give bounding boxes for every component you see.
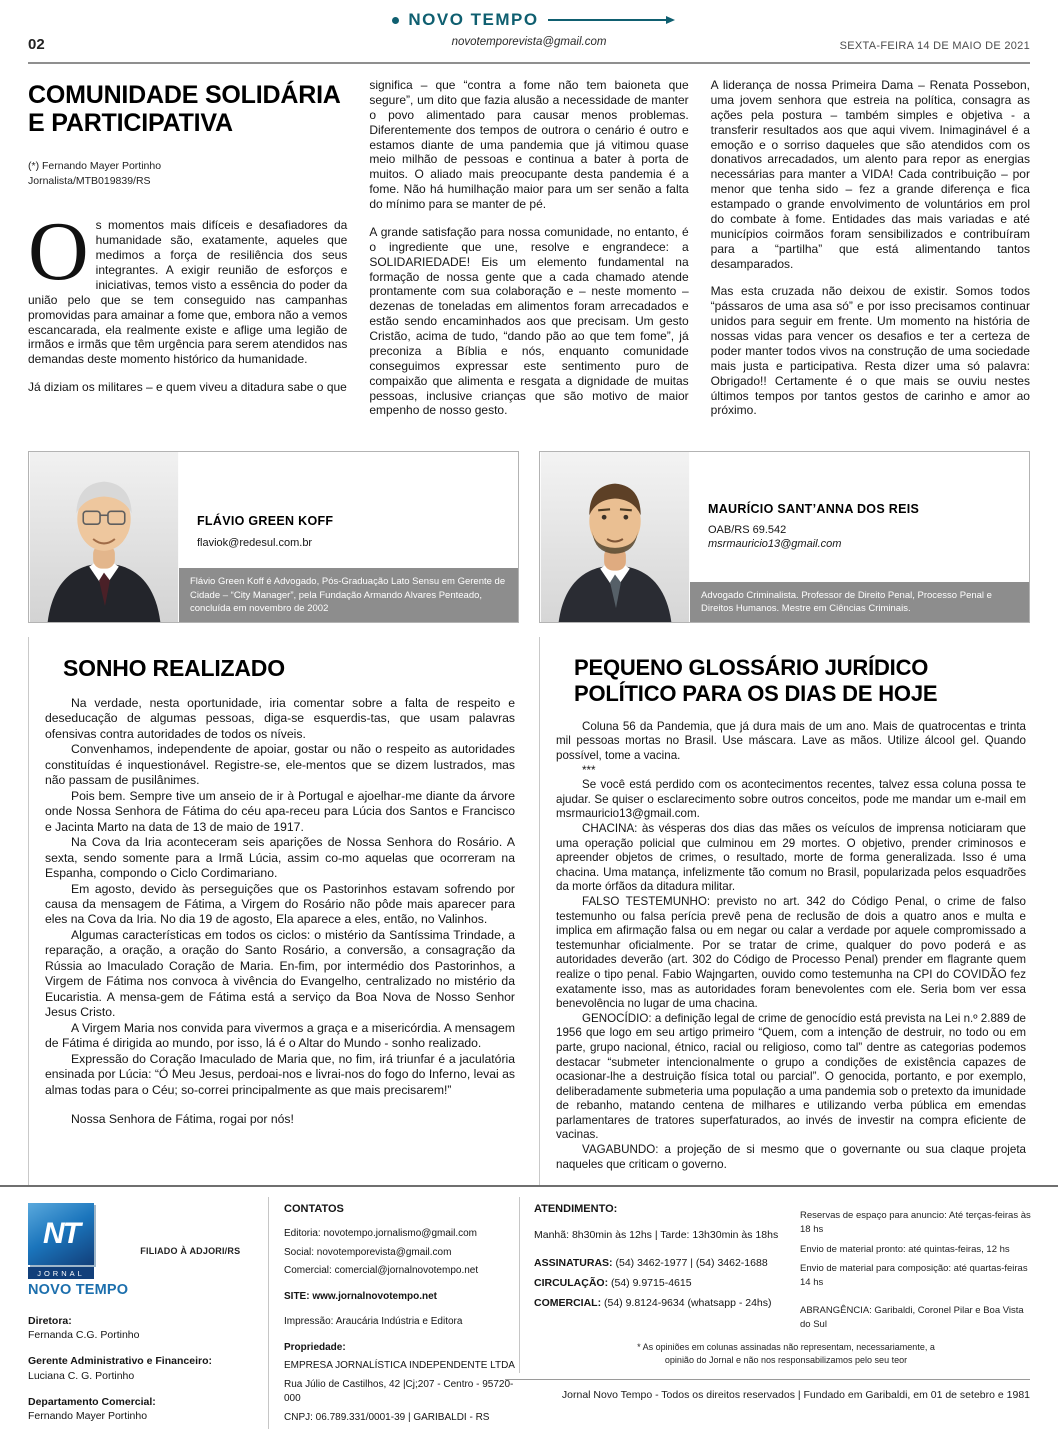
lead-article [0, 64, 1058, 431]
article-paragraph: FALSO TESTEMUNHO: previsto no art. 342 do Código Penal, o crime de falso testemunho ou falsa perícia prevê pena de reclusão de dois a quatro anos e multa e implica em afirmação falsa ou em negar ou calar a verdade por aquele compromissado a testemunhar oficialmente. Por se tratar de crime, qualquer do povo poderá e as autoridades deverão (art. 302 do Código de Processo Penal) prender em flagrante quem realize o tipo penal. Fabio Wajngarten, ouvido como testemunha na CPI do COVIDÃO fez exatamente isso, mas as autoridades foram benevolentes com ele. Seria bom ver essa benevolência no lugar de uma chacina. [556, 894, 1026, 1011]
printing-line: Impressão: Araucária Indústria e Editora [284, 1316, 463, 1327]
footer-deadlines-column [800, 1209, 1032, 1337]
ownership-line: EMPRESA JORNALÍSTICA INDEPENDENTE LTDA [284, 1360, 515, 1371]
footer-contacts-column [284, 1203, 516, 1429]
article-paragraph: Coluna 56 da Pandemia, que já dura mais de um ano. Mais de quatrocentas e trinta mil pessoas mortas no Brasil. Use máscara. Lave as mãos. Utilize álcool gel. Quando possível, tome a vacina. [556, 719, 1026, 763]
contact-line: Editoria: novotempo.jornalismo@gmail.com [284, 1228, 478, 1239]
article-paragraph: Pois bem. Sempre tive um anseio de ir à Portugal e ajoelhar-me diante da árvore onde Nossa Senhora de Fátima do céu apa-receu para Lúcia dos Santos e Francisco e Jacinta Marto na data de 13 de maio de 1917. [45, 788, 515, 834]
affiliation-label: FILIADO À ADJORI/RS [140, 1245, 241, 1256]
newspaper-logo [28, 1203, 128, 1298]
article-paragraph: Algumas características em todos os ciclos: o mistério da Santíssima Trindade, a reparação, a oração, a oração do Santo Rosário, a conversão, a consagração da Rússia ao Imaculado Coração de Maria. En-fim, por intermédio dos Pastorinhos, a Virgem de Fátima nos convoca à vivência do Evangelho, centralizado no mistério da Eucaristia. A mensa-gem de Fátima está a serviço da Boa Nova de Nosso Senhor Jesus Cristo. [45, 927, 515, 1020]
site-line [284, 1290, 516, 1305]
lead-title-line2: E PARTICIPATIVA [28, 108, 233, 137]
phone-label: CIRCULAÇÃO: [534, 1276, 609, 1289]
author-email: flaviok@redesul.com.br [197, 537, 313, 550]
deadline-line: Envio de material para composição: até quartas-feiras 14 hs [800, 1263, 1028, 1289]
site-label: SITE: [284, 1290, 310, 1302]
lead-paragraph-text: s momentos mais difíceis e desafiadores da humanidade são, exatamente, aqueles que medimos a força de resiliência dos seus integrantes. A exigir reunião de esforços e iniciativas, temos visto a essência do poder da união pelo que se tem conseguido nas campanhas promovidas para amainar a fome que, embora não a vemos escancarada, ela realmente existe e aflige uma legião de irmãos e irmãs que têm urgência para serem atendidos nas demandas deste momento histórico da humanidade. [28, 218, 348, 367]
deadline-line: Envio de material pronto: até quintas-feiras, 12 hs [800, 1243, 1010, 1255]
lead-title-line1: COMUNIDADE SOLIDÁRIA [28, 81, 341, 109]
article-paragraph: CHACINA: às vésperas dos dias das mães os veículos de imprensa noticiaram que uma operação policial que culminou em 29 mortes. O objetivo, prender criminosos e apreender objetos de crimes, o resultado, morte de forma generalizada. Isso é uma chacina. Uma matança, infelizmente tão comum no Brasil, popularizada pelos esquadrões da morte órfãos da ditadura militar. [556, 822, 1026, 894]
contact-line: Social: novotemporevista@gmail.com [284, 1246, 452, 1258]
service-title: ATENDIMENTO: [534, 1203, 618, 1215]
lead-paragraph: Já diziam os militares – e quem viveu a ditadura sabe o que [28, 380, 347, 395]
staff-list [28, 1314, 260, 1423]
lead-paragraph [28, 205, 348, 367]
article-closing-line: Nossa Senhora de Fátima, rogai por nós! [71, 1112, 294, 1127]
byline-role: Jornalista/MTB019839/RS [28, 174, 151, 187]
ownership-line: CNPJ: 06.789.331/0001-39 | GARIBALDI - RS [284, 1411, 490, 1423]
lead-title [28, 82, 347, 137]
lead-paragraph: A liderança de nossa Primeira Dama – Renata Possebon, uma jovem senhora que estreia na política, consagra as ações pela postura – também simples e objetiva - a transferir resultados aos que aqui vivem. Inimaginável é a emoção e o sorriso daqueles que são atendidos com os donativos arrecadados, um alento para repor as energias necessárias para manter a VIDA! Cada contribuição – por menor que tenha sido – fez a grande diferença e fica estampado o grande envolvimento de voluntários em prol do combate à fome. Entidades das mais variadas e até municípios coirmãos foram sensibilizados e contribuíram para a “partilha” que está alimentando tantos desamparados. [710, 78, 1030, 271]
article-paragraph: Na Cova da Iria aconteceram seis aparições de Nossa Senhora do Rosário. A sexta, sendo somente para a Irmã Lúcia, assim co-mo aquelas que ocorreram na Espanha, compondo o Ciclo Cordimariano. [45, 835, 515, 881]
masthead [28, 10, 1030, 30]
logo-monogram: NT [43, 1217, 79, 1250]
article-sonho-realizado [28, 637, 519, 1185]
author-photo-flavio [29, 452, 179, 622]
lead-paragraph: significa – que “contra a fome não tem baioneta que segure”, um dito que fazia alusão a necessidade de manter o povo alimentado para causar menos problemas. Diferentemente dos tempos de outrora o cenário é outro e estamos diante de uma pandemia que já vitimou quase meio milhão de pessoas e continua a bater à porta de muitos. O aliado mais preocupante desta pandemia é a fome. Não há humilhação maior para um ser senão a falta do mínimo para se manter de pé. [369, 78, 689, 211]
opinion-disclaimer: * As opiniões em colunas assinadas não representam, necessariamente, a opinião do Jornal e não nos responsabilizamos pelo seu teor [637, 1342, 935, 1366]
lead-column-3 [711, 78, 1030, 431]
nt-logo-icon [28, 1203, 94, 1265]
author-name: MAURÍCIO SANT’ANNA DOS REIS [708, 502, 920, 517]
masthead-email: novotemporevista@gmail.com [451, 36, 607, 48]
contacts-title: CONTATOS [284, 1203, 344, 1215]
staff-entry [28, 1395, 260, 1423]
phone-number: (54) 9.8124-9634 (whatsapp - 24hs) [604, 1297, 772, 1310]
page-footer [0, 1185, 1058, 1443]
edition-date: SEXTA-FEIRA 14 DE MAIO DE 2021 [839, 40, 1030, 52]
article-glossario-juridico [539, 637, 1030, 1185]
lead-paragraph: A grande satisfação para nossa comunidade, no entanto, é o ingrediente que une, resolve e engrandece: a SOLIDARIEDADE! Eis um elemento fundamental na formação de nossa gente que a cada chamado atende prontamente com sua colaboração e – neste momento – dezenas de toneladas em alimentos foram arrecadados e estão sendo encaminhados aos que precisam. Um gesto Cristão, acima de tudo, “dando pão ao que tem fome”, já preconiza a Bíblia e nós, enquanto comunidade conseguimos expressar este sentimento puro de compaixão que alimenta e resgata a dignidade de muitas pessoas, inclusive crianças que são motivo de maior empenho de nosso gesto. [369, 224, 689, 418]
coverage-line: ABRANGÊNCIA: Garibaldi, Coronel Pilar e Boa Vista do Sul [800, 1304, 1024, 1330]
service-hours: Manhã: 8h30min às 12hs | Tarde: 13h30min às 18hs [534, 1229, 779, 1241]
staff-role: Diretora: [28, 1315, 72, 1327]
phone-line [534, 1276, 796, 1291]
author-registration: OAB/RS 69.542 [708, 524, 787, 537]
footer-divider [519, 1197, 520, 1373]
copyright-line: Jornal Novo Tempo - Todos os direitos reservados | Fundado em Garibaldi, em 01 de setebro e 1981 [505, 1379, 1030, 1401]
masthead-title: NOVO TEMPO [408, 10, 539, 29]
phone-number: (54) 9.9715-4615 [611, 1276, 692, 1289]
author-caption: Flávio Green Koff é Advogado, Pós-Graduação Lato Sensu em Gerente de Cidade – “City Manager”, pela Fundação Armando Alvares Penteado, concluída em novembro de 2002 [179, 568, 518, 622]
staff-name: Luciana C. G. Portinho [28, 1369, 135, 1382]
site-url: www.jornalnovotempo.net [312, 1290, 437, 1302]
logo-name: NOVO TEMPO [28, 1282, 129, 1298]
author-email: msrmauricio13@gmail.com [708, 538, 842, 551]
phone-line [534, 1256, 796, 1271]
deadline-line: Reservas de espaço para anuncio: Até terças-feiras às 18 hs [800, 1210, 1031, 1235]
staff-name: Fernanda C.G. Portinho [28, 1329, 140, 1342]
byline-author: (*) Fernando Mayer Portinho [28, 160, 162, 172]
article-paragraph: Convenhamos, independente de apoiar, gostar ou não o respeito as autoridades constituídas é inquestionável. Registre-se, ele-mentos que se dizem lustrados, mas não passam de pusilânimes. [45, 742, 515, 788]
author-bio-row [0, 431, 1058, 623]
article-row [0, 623, 1058, 1185]
page-number: 02 [28, 36, 45, 53]
ownership-label: Propriedade: [284, 1341, 346, 1353]
contact-line: Comercial: comercial@jornalnovotempo.net [284, 1265, 479, 1276]
footer-brand-column [28, 1203, 260, 1435]
article-paragraph: GENOCÍDIO: a definição legal de crime de genocídio está prevista na Lei n.º 2.889 de 1956 que logo em seu artigo primeiro “Quem, com a intenção de destruir, no todo ou em parte, grupo nacional, étnico, racial ou religioso, como tal” dentre as categorias podemos destacar “submeter intencionalmente o grupo a condições de existência capazes de ocasionar-lhe a destruição física total ou parcial”. O genocida, portanto, e por exemplo, deliberadamente submeteria uma população a uma pandemia sob o pretexto da imunidade de rebanho, matando centena de milhares e utilizando verba pública em emendas parlamentares de tratores superfaturados, ao invés de investir na compra eficiente de vacinas. [556, 1011, 1026, 1142]
staff-entry [28, 1354, 260, 1382]
lead-byline [28, 159, 347, 188]
header-info-row [28, 36, 1030, 53]
staff-role: Departamento Comercial: [28, 1395, 156, 1408]
portrait-illustration [29, 452, 179, 622]
article-title [574, 655, 1026, 706]
article-title-line1: PEQUENO GLOSSÁRIO JURÍDICO [574, 655, 929, 681]
lead-paragraph: Mas esta cruzada não deixou de existir. Somos todos “pássaros de uma asa só” e por isso precisamos continuar unidos para seguir em frente. Um momento na história de nossas vidas para vencer os desafios e ter a certeza de poder manter todos vivos na construção de uma sociedade mais justa e participativa. Resta dizer uma só palavra: Obrigado!! Certamente é o que mais se ouviu nestes últimos tempos por tantos gestos de carinho e amor ao próximo. [710, 284, 1030, 418]
dropcap-letter: O [28, 205, 89, 299]
ownership-line: Rua Júlio de Castilhos, 42 |Cj;207 - Centro - 95720-000 [284, 1378, 514, 1404]
staff-entry [28, 1314, 260, 1342]
staff-name: Fernando Mayer Portinho [28, 1409, 148, 1422]
arrow-rule-icon [548, 19, 666, 21]
logo-row [28, 1203, 260, 1298]
phone-line [534, 1296, 796, 1311]
phone-label: COMERCIAL: [534, 1297, 602, 1310]
lead-column-2 [369, 78, 688, 431]
footer-service-column [534, 1203, 796, 1316]
lead-column-1 [28, 78, 347, 431]
article-paragraph: VAGABUNDO: a projeção de si mesmo que o governante ou sua claque projeta naqueles que criticam o governo. [556, 1143, 1026, 1171]
footer-divider [268, 1197, 269, 1429]
article-title-line2: POLÍTICO PARA OS DIAS DE HOJE [574, 680, 938, 706]
article-paragraph: *** [582, 763, 596, 777]
phone-number: (54) 3462-1977 | (54) 3462-1688 [615, 1256, 768, 1269]
author-bio-flavio [28, 451, 519, 623]
article-paragraph: Expressão do Coração Imaculado de Maria que, no fim, irá triunfar é a jaculatória ensinada por Lúcia: “Ó Meu Jesus, perdoai-nos e livrai-nos do fogo do Inferno, levai as almas todas para o Céu; so-correi principalmente as que mais precisarem!” [45, 1051, 515, 1097]
article-paragraph: Na verdade, nesta oportunidade, iria comentar sobre a falta de respeito e deseducação de algumas pessoas, diga-se esquerdis-tas, que usam palavras ofensivas contra autoridades de todos os níveis. [45, 695, 515, 741]
author-caption: Advogado Criminalista. Professor de Direito Penal, Processo Penal e Direitos Humanos. Mestre em Ciências Criminais. [690, 582, 1029, 623]
author-info-flavio [197, 452, 518, 549]
author-photo-mauricio [540, 452, 690, 622]
phone-label: ASSINATURAS: [534, 1256, 613, 1269]
logo-jornal-label: JORNAL [28, 1267, 94, 1279]
author-info-mauricio [708, 452, 1029, 550]
page-header [0, 0, 1058, 64]
article-paragraph: A Virgem Maria nos convida para vivermos a graça e a misericórdia. A mensagem de Fátima é dirigida ao mundo, por isso, lá é o Altar do Mundo - sonho realizado. [45, 1020, 515, 1051]
article-title: SONHO REALIZADO [63, 655, 285, 682]
article-paragraph: Se você está perdido com os acontecimentos recentes, talvez essa coluna possa te ajudar. Se quiser o esclarecimento sobre outros conceitos, pode me mandar um e-mail em msrmauricio13@gmail.com. [556, 778, 1026, 821]
portrait-illustration [540, 452, 690, 622]
author-name: FLÁVIO GREEN KOFF [197, 514, 334, 529]
article-paragraph: Em agosto, devido às perseguições que os Pastorinhos estavam sofrendo por causa da mensagem de Fátima, a Virgem do Rosário não pôde mais aparecer para eles na Cova da Iria. No dia 19 de agosto, Ela aparece a eles, então, no Valinhos. [45, 881, 515, 927]
bullet-icon [392, 17, 399, 24]
author-bio-mauricio [539, 451, 1030, 623]
staff-role: Gerente Administrativo e Financeiro: [28, 1355, 212, 1368]
